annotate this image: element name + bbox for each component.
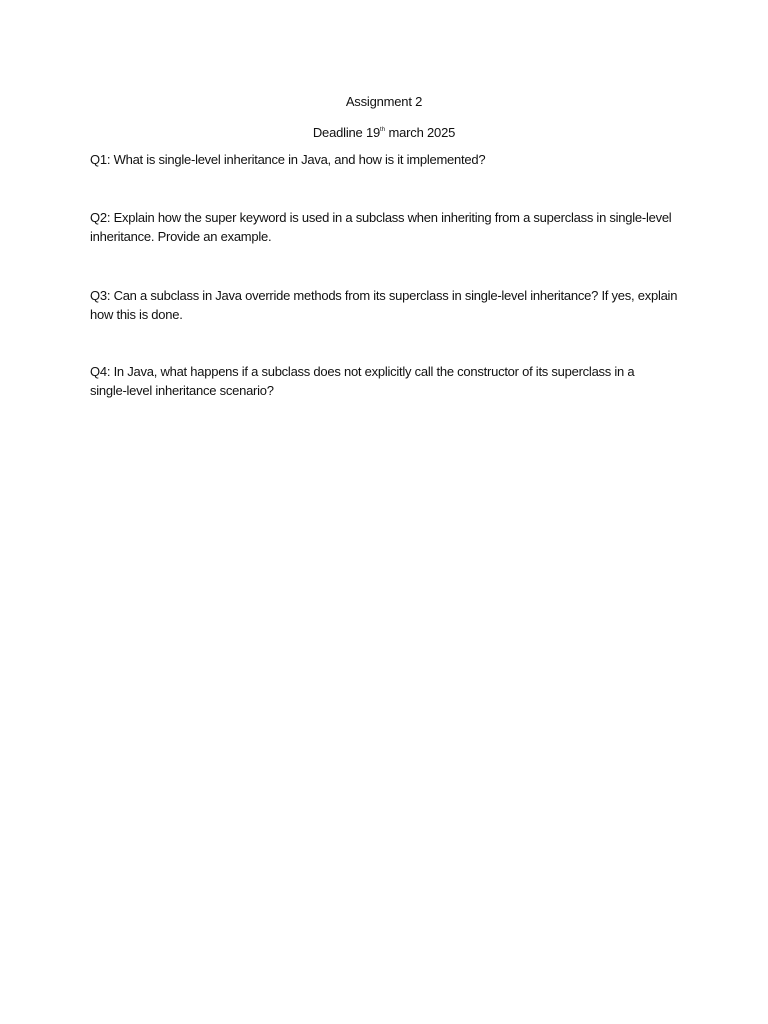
- deadline-superscript: th: [380, 127, 386, 133]
- question-3: [90, 286, 690, 324]
- question-2: [90, 208, 690, 246]
- question-3-line-2: how this is done.: [90, 307, 183, 322]
- question-2-line-1: Q2: Explain how the super keyword is used in a subclass when inheriting from a superclass in single-level: [90, 210, 672, 225]
- question-3-line-1: Q3: Can a subclass in Java override methods from its superclass in single-level inheritance? If yes, explain: [90, 288, 678, 303]
- question-4: [90, 362, 690, 400]
- question-1-text: Q1: What is single-level inheritance in Java, and how is it implemented?: [90, 152, 486, 167]
- deadline-suffix: march 2025: [385, 125, 456, 140]
- deadline-line: [0, 121, 768, 142]
- deadline-prefix: Deadline 19: [312, 125, 381, 140]
- question-4-line-1: Q4: In Java, what happens if a subclass does not explicitly call the constructor of its superclass in a: [90, 364, 635, 379]
- question-2-line-2: inheritance. Provide an example.: [90, 229, 272, 244]
- document-title: Assignment 2: [345, 94, 423, 109]
- question-1: [90, 150, 690, 169]
- question-4-line-2: single-level inheritance scenario?: [90, 383, 274, 398]
